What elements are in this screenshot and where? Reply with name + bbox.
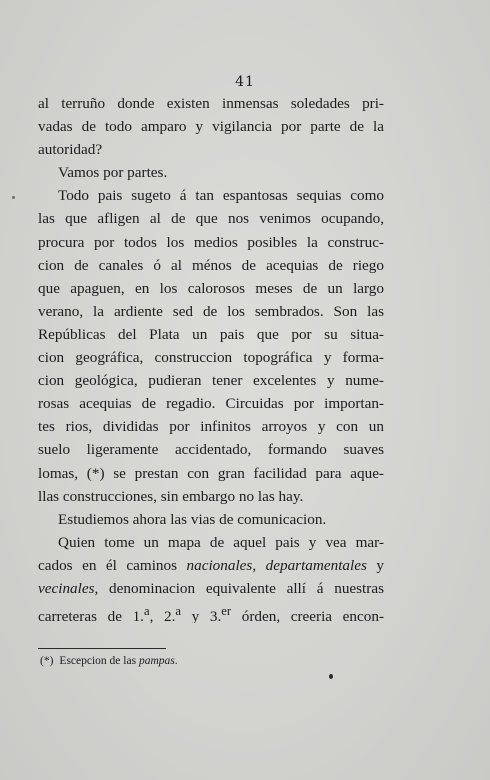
text-run: y 3. bbox=[181, 608, 222, 624]
text-line: cion geográfica, construccion topográfica y forma- bbox=[38, 349, 384, 367]
text-line: Vamos por partes. bbox=[58, 164, 168, 182]
text-line: verano, la ardiente sed de los sembrados. Son las bbox=[38, 302, 384, 320]
italic-term: departamentales bbox=[265, 556, 367, 574]
text-line bbox=[38, 554, 384, 577]
text-line: las que afligen al de que nos venimos ocupando, bbox=[38, 210, 384, 228]
text-line: Todo pais sugeto á tan espantosas sequias como bbox=[58, 187, 384, 205]
text-line: suelo ligeramente accidentado, formando suaves bbox=[38, 441, 384, 459]
text-line bbox=[38, 600, 384, 623]
italic-term: nacionales bbox=[186, 556, 253, 574]
footnote-end: . bbox=[174, 655, 178, 667]
text-line: tes rios, divididas por infinitos arroyos y con un bbox=[38, 418, 384, 436]
text-line bbox=[38, 577, 384, 600]
text-line: Quien tome un mapa de aquel pais y vea mar- bbox=[58, 533, 384, 551]
ordinal-suffix: a bbox=[143, 604, 150, 619]
text-run: carreteras de 1. bbox=[38, 608, 144, 624]
text-line: Repúblicas del Plata un pais que por su situa- bbox=[38, 325, 384, 343]
ink-speck bbox=[12, 196, 15, 199]
footnote-marker: (*) bbox=[40, 655, 54, 667]
text-line: lomas, (*) se prestan con gran facilidad para aque- bbox=[38, 464, 384, 482]
italic-term: vecinales bbox=[38, 579, 95, 597]
text-line: llas construcciones, sin embargo no las hay. bbox=[38, 487, 304, 505]
text-run: y bbox=[366, 556, 384, 574]
text-line: cion geológica, pudieran tener excelentes y nume- bbox=[38, 372, 384, 390]
text-run: órden, creeria encon- bbox=[231, 608, 384, 624]
text-line: vadas de todo amparo y vigilancia por parte de la bbox=[38, 118, 384, 136]
footnote bbox=[40, 655, 178, 667]
ordinal-suffix: a bbox=[175, 604, 182, 619]
text-line: rosas acequias de regadio. Circuidas por importan- bbox=[38, 395, 384, 413]
text-run: , bbox=[252, 556, 266, 574]
page-number: 41 bbox=[235, 74, 255, 90]
footnote-divider bbox=[38, 648, 166, 649]
text-line: autoridad? bbox=[38, 141, 103, 159]
text-line: Estudiemos ahora las vias de comunicacion. bbox=[58, 510, 327, 528]
text-run: , 2. bbox=[149, 608, 176, 624]
text-line: al terruño donde existen inmensas soledades pri- bbox=[38, 95, 384, 112]
text-run: , denominacion equivalente allí á nuestras bbox=[94, 579, 384, 597]
text-line: que apaguen, en los calorosos meses de un largo bbox=[38, 279, 384, 297]
footnote-italic: pampas bbox=[138, 655, 175, 667]
text-line: procura por todos los medios posibles la construc- bbox=[38, 233, 384, 251]
text-run: cados en él caminos bbox=[38, 556, 187, 574]
footnote-text: Escepcion de las bbox=[59, 655, 139, 667]
body-text bbox=[38, 92, 384, 623]
text-line: cion de canales ó al ménos de acequias de riego bbox=[38, 256, 384, 274]
ordinal-suffix: er bbox=[221, 604, 232, 619]
ink-speck bbox=[329, 674, 333, 679]
